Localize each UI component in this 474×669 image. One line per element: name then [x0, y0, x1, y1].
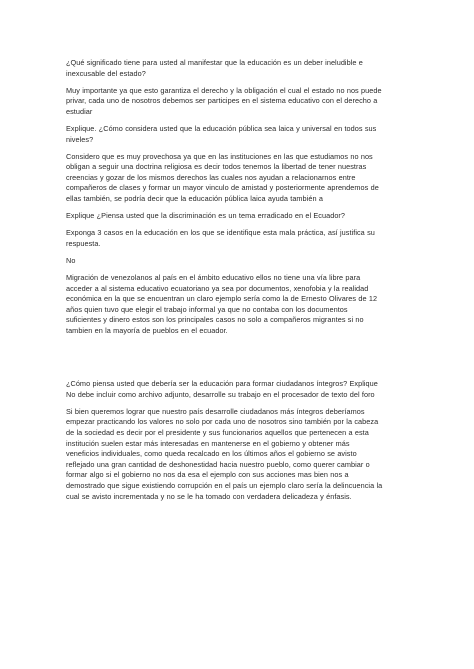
question-4: Exponga 3 casos en la educación en los que se identifique esta mala práctica, así justifica su respuesta. — [66, 228, 375, 248]
question-2: Explique. ¿Cómo considera usted que la educación pública sea laica y universal en todos sus niveles? — [66, 123, 377, 144]
answer-1: Muy importante ya que esto garantiza el derecho y la obligación el cual el estado no nos puede privar, cada uno de nosotros debemos ser participes en el sistema educativo con el derecho a estudiar — [66, 85, 382, 116]
answer-4: Migración de venezolanos al país en el ámbito educativo ellos no tiene una vía libre para acceder a al sistema educativo ecuatoriano ya sea por documentos, xenofobia y la realidad económica en la que se encuentran un claro ejemplo sería como la de Ernesto Olivares de 12 años quien tuvo que elegir el trabajo informal ya que no contaba con los documentos suficientes y dinero estos son los principales casos no solo a compañeros migrantes si no tambien en la mayoría de pueblos en el ecuador. — [66, 273, 378, 335]
answer-5: Si bien queremos lograr que nuestro país desarrolle ciudadanos más íntegros deberíamos empezar practicando los valores no solo por cada uno de nosotros sino también por la cabeza de la sociedad es decir por el presidente y sus funcionarios aquellos que pertenecen a esta institución suelen estar más interesadas en mantenerse en el gobierno y obtener más veneficios individuales, como queda recalcado en los últimos años el gobierno se avisto reflejado una gran cantidad de deshonestidad hacia nuestro pueblo, como querer cambiar o formar algo si el gobierno no nos da esa el ejemplo con sus acciones mas bien nos a demostrado que sigue existiendo corrupción en el país un ejemplo claro sería la delincuencia la cual se avisto incrementada y no se le ha tomado con verdadera delicadeza y énfasis. — [66, 406, 383, 501]
question-3: Explique ¿Piensa usted que la discriminación es un tema erradicado en el Ecuador? — [66, 211, 346, 221]
question-1: ¿Qué significado tiene para usted al manifestar que la educación es un deber ineludible e inexcusable del estado? — [66, 58, 363, 78]
answer-3: No — [66, 255, 76, 265]
section-gap — [66, 343, 412, 379]
document-body — [66, 58, 412, 509]
answer-2: Considero que es muy provechosa ya que en las instituciones en las que estudiamos no nos obligan a seguir una doctrina religiosa es decir todos tenemos la libertad de tener nuestras creencias y gozar de los mismos derechos las cuales nos ayudan a relacionarnos entre compañeros de clases y formar un mayor vinculo de amistad y posteriormente aprendemos de ellas también, se podría decir que la educación pública laica ayuda también a — [66, 151, 379, 204]
question-5: ¿Cómo piensa usted que debería ser la educación para formar ciudadanos íntegros? Explique No debe incluir como archivo adjunto, desarrolle su trabajo en el procesador de texto del foro — [66, 379, 378, 399]
